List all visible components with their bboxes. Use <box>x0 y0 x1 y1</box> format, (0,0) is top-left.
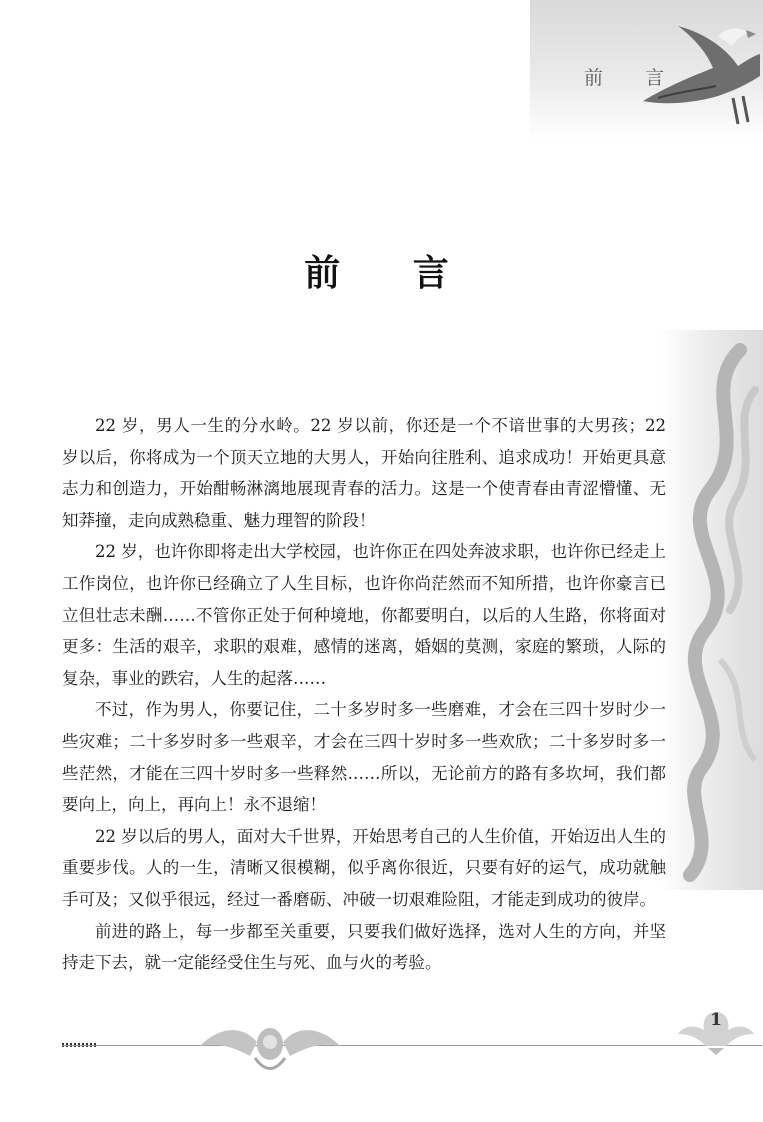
paragraph: 22 岁，也许你即将走出大学校园，也许你正在四处奔波求职，也许你已经走上工作岗位，也许你已经确立了人生目标，也许你尚茫然而不知所措，也许你豪言已立但壮志未酬……不管你正处于何种境地，你都要明白，以后的人生路，你将面对更多：生活的艰辛，求职的艰难，感情的迷离，婚姻的莫测，家庭的繁琐，人际的复杂，事业的跌宕，人生的起落…… <box>62 542 666 688</box>
paragraph: 22 岁，男人一生的分水岭。22 岁以前，你还是一个不谙世事的大男孩；22 岁以后，你将成为一个顶天立地的大男人，开始向往胜利、追求成功！开始更具意志力和创造力，开始酣畅淋漓地展现青春的活力。这是一个使青春由青涩懵懂、无知莽撞，走向成熟稳重、魅力理智的阶段！ <box>62 416 666 530</box>
eagle-icon <box>638 6 763 126</box>
angel-ornament-icon <box>195 1012 345 1082</box>
decorative-script-strip <box>660 330 763 890</box>
paragraph: 22 岁以后的男人，面对大千世界，开始思考自己的人生价值，开始迈出人生的重要步伐。人的一生，清晰又很模糊，似乎离你很近，只要有好的运气，成功就触手可及；又似乎很远，经过一番磨砺、冲破一切艰难险阻，才能走到成功的彼岸。 <box>62 826 666 909</box>
paragraph: 不过，作为男人，你要记住，二十多岁时多一些磨难，才会在三四十岁时少一些灾难；二十多岁时多一些艰辛，才会在三四十岁时多一些欢欣；二十多岁时多一些茫然，才能在三四十岁时多一些释然……所以，无论前方的路有多坎坷，我们都要向上，向上，再向上！永不退缩！ <box>62 700 666 815</box>
chapter-title: 前 言 <box>304 252 479 294</box>
paragraph: 前进的路上，每一步都至关重要，只要我们做好选择，选对人生的方向，并坚持走下去，就一定能经受住生与死、血与火的考验。 <box>62 921 666 973</box>
footer-rule <box>62 1045 762 1046</box>
running-title: 前 言 <box>584 67 683 89</box>
preface-body <box>62 410 666 979</box>
page-number: 1 <box>710 1010 722 1030</box>
script-flourish-icon <box>660 330 763 890</box>
